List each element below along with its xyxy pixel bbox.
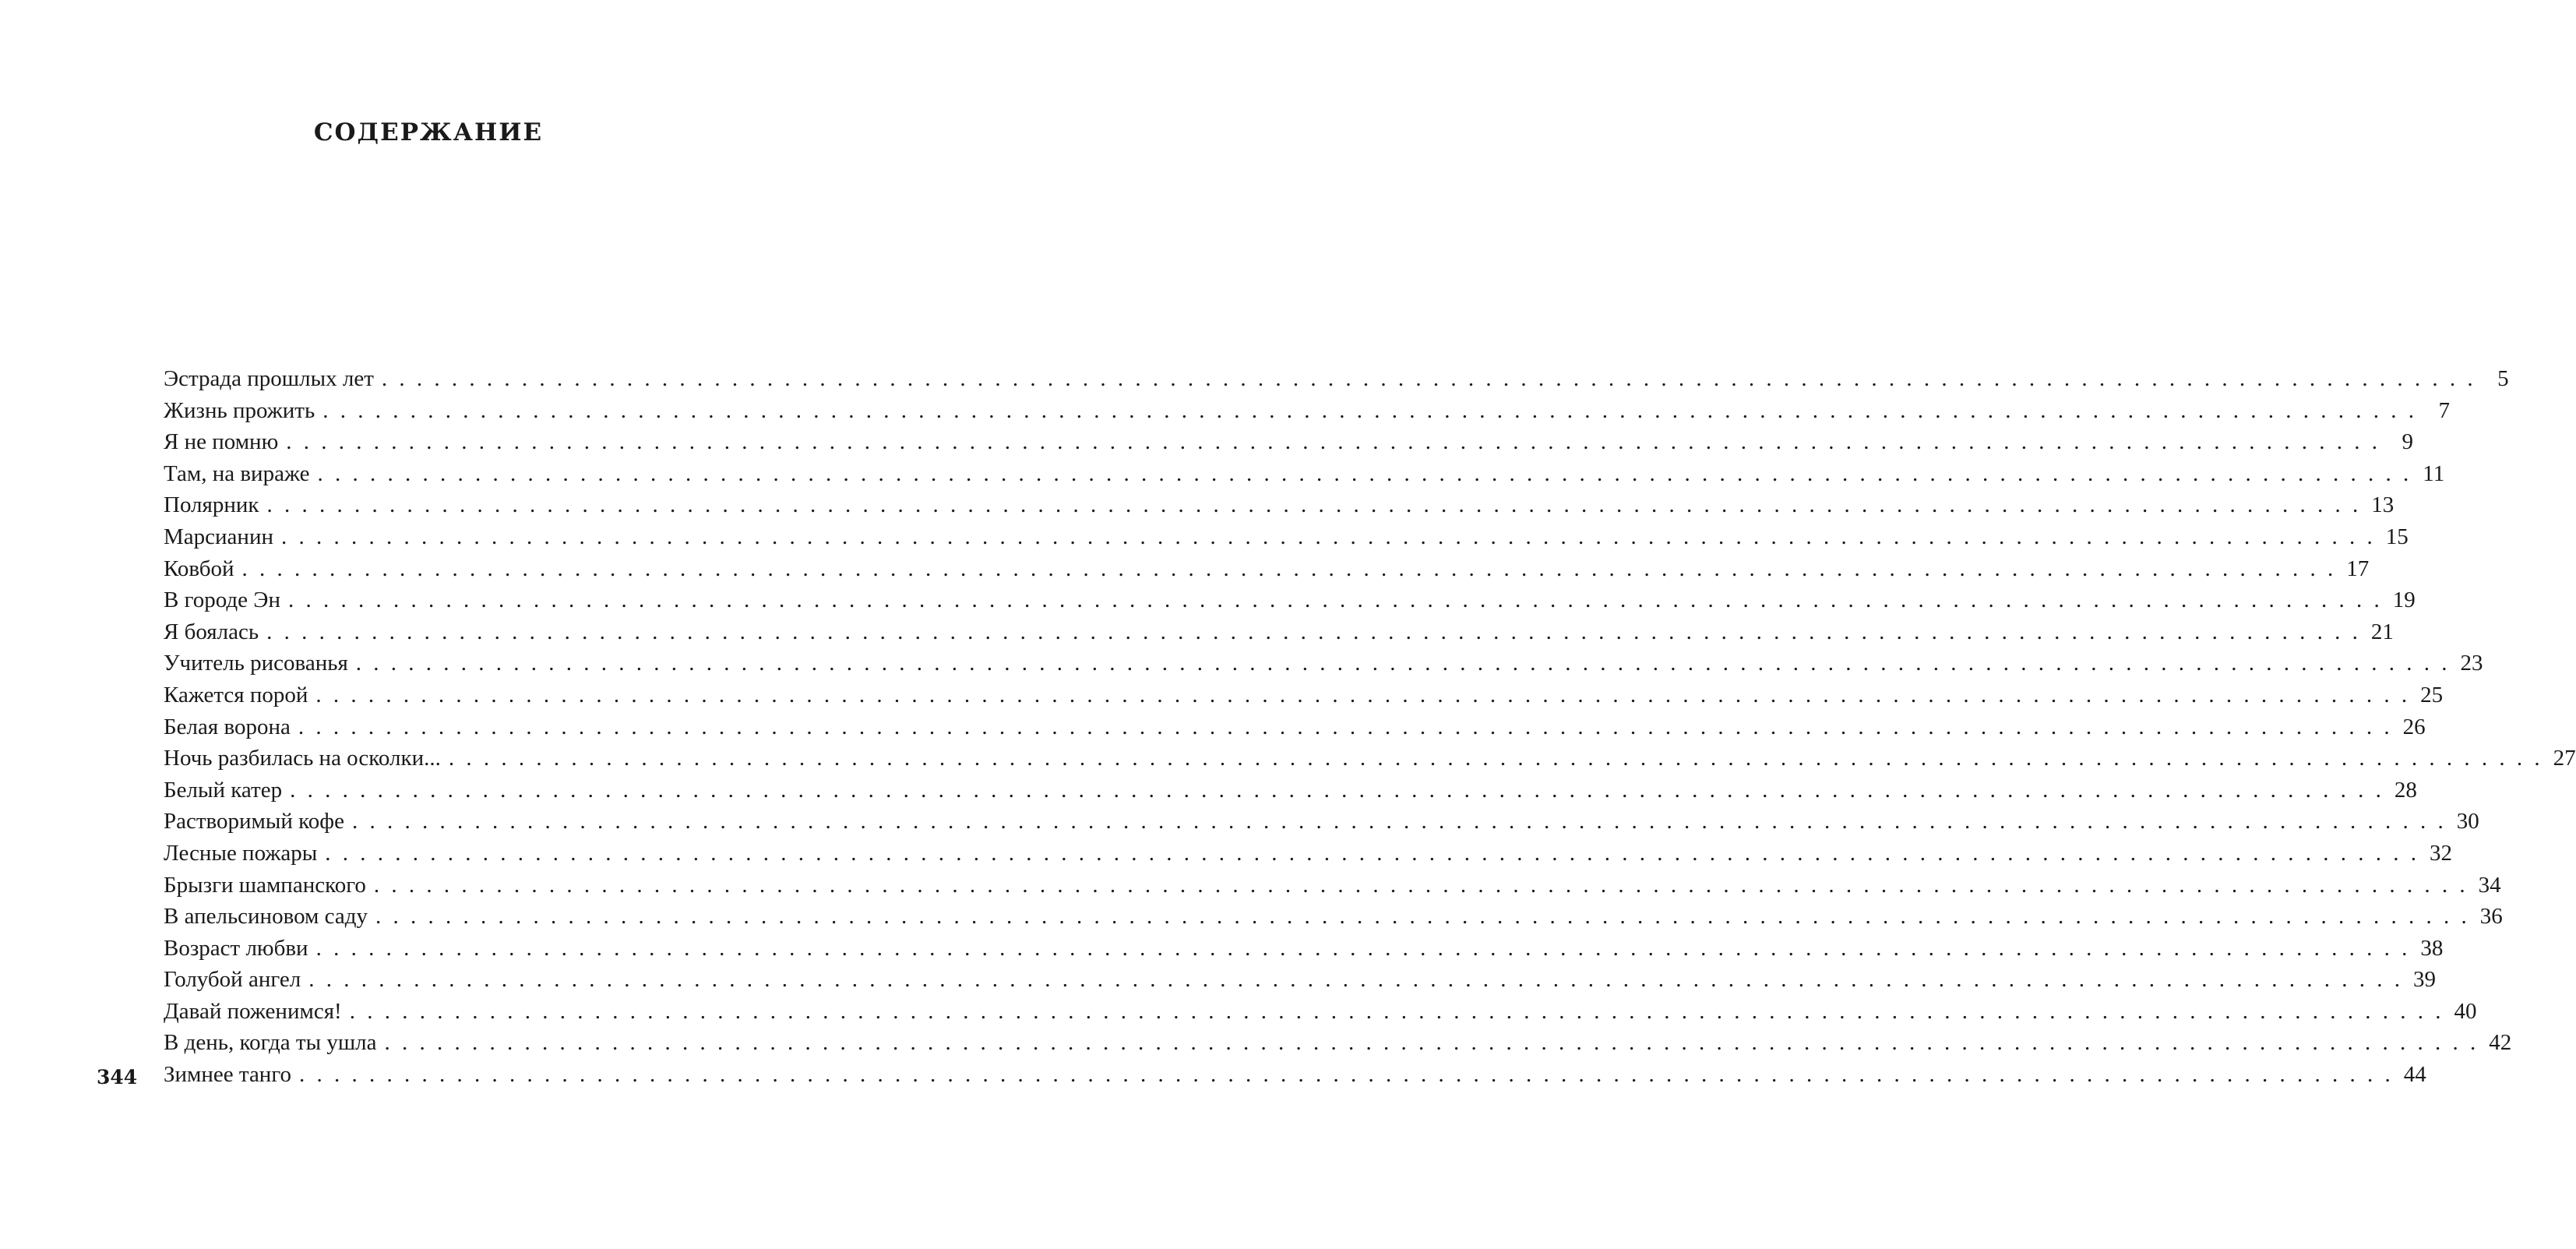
- toc-entry-title: Давай поженимся!: [164, 998, 342, 1024]
- dot-leader: . . . . . . . . . . . . . . . . . . . . . . . . . . . . . . . . . . . . . . . . . . . . . . . . . . . . . . . . . . . . . . . . . . . . . . . . . . . . . . . . . . . . . . . . . . . . . . . . . . . . . . . . . . . . . . . . . . . . . . . .: [325, 840, 2420, 866]
- toc-entry-page: 5: [2497, 366, 2509, 391]
- toc-entry-page: 25: [2420, 682, 2444, 707]
- toc-entry-title: Белая ворона: [164, 714, 291, 739]
- toc-entry: [164, 521, 2409, 553]
- dot-leader: . . . . . . . . . . . . . . . . . . . . . . . . . . . . . . . . . . . . . . . . . . . . . . . . . . . . . . . . . . . . . . . . . . . . . . . . . . . . . . . . . . . . . . . . . . . . . . . . . . . . . . . . . . . . . . . . . . . . . . . .: [266, 619, 2361, 644]
- dot-leader: . . . . . . . . . . . . . . . . . . . . . . . . . . . . . . . . . . . . . . . . . . . . . . . . . . . . . . . . . . . . . . . . . . . . . . . . . . . . . . . . . . . . . . . . . . . . . . . . . . . . . . . . . . . . . . . . . . . . . . . .: [373, 872, 2469, 898]
- toc-entry-page: 30: [2456, 809, 2479, 834]
- toc-entry-title: Лесные пожары: [164, 840, 318, 866]
- toc-entry: [164, 838, 2453, 870]
- toc-entry: [164, 553, 2370, 585]
- toc-entry-page: 27: [2553, 746, 2576, 771]
- toc-entry-page: 13: [2371, 492, 2395, 518]
- dot-leader: . . . . . . . . . . . . . . . . . . . . . . . . . . . . . . . . . . . . . . . . . . . . . . . . . . . . . . . . . . . . . . . . . . . . . . . . . . . . . . . . . . . . . . . . . . . . . . . . . . . . . . . . . . . . . . . . . . . . . . . .: [299, 1062, 2394, 1088]
- toc-entry: [164, 647, 2483, 679]
- toc-entry: [164, 1059, 2426, 1091]
- toc-entry: [164, 489, 2395, 521]
- toc-entry-page: 21: [2370, 619, 2394, 644]
- toc-entry-page: 28: [2394, 777, 2417, 803]
- toc-entry-page: 34: [2478, 872, 2501, 898]
- toc-entry: [164, 679, 2444, 711]
- toc-entry-page: 11: [2423, 460, 2445, 486]
- toc-entry: [164, 711, 2426, 743]
- toc-entry-page: 17: [2346, 556, 2370, 581]
- toc-entry: [164, 806, 2479, 838]
- toc-entry-title: Жизнь прожить: [164, 397, 315, 423]
- dot-leader: . . . . . . . . . . . . . . . . . . . . . . . . . . . . . . . . . . . . . . . . . . . . . . . . . . . . . . . . . . . . . . . . . . . . . . . . . . . . . . . . . . . . . . . . . . . . . . . . . . . . . . . . . . . . . . . . . . . . . . . .: [351, 809, 2447, 834]
- toc-entry-page: 32: [2430, 840, 2453, 866]
- toc-entry-title: Я боялась: [164, 619, 259, 644]
- toc-entry-title: Зимнее танго: [164, 1062, 292, 1088]
- toc-entry-page: 40: [2454, 998, 2477, 1024]
- dot-leader: . . . . . . . . . . . . . . . . . . . . . . . . . . . . . . . . . . . . . . . . . . . . . . . . . . . . . . . . . . . . . . . . . . . . . . . . . . . . . . . . . . . . . . . . . . . . . . . . . . . . . . . . . . . . . . . . . . . . . . . .: [308, 967, 2403, 993]
- dot-leader: . . . . . . . . . . . . . . . . . . . . . . . . . . . . . . . . . . . . . . . . . . . . . . . . . . . . . . . . . . . . . . . . . . . . . . . . . . . . . . . . . . . . . . . . . . . . . . . . . . . . . . . . . . . . . . . . . . . . . . . .: [315, 682, 2411, 707]
- page-title: СОДЕРЖАНИЕ: [313, 118, 544, 146]
- toc-entry: [164, 426, 2413, 458]
- dot-leader: . . . . . . . . . . . . . . . . . . . . . . . . . . . . . . . . . . . . . . . . . . . . . . . . . . . . . . . . . . . . . . . . . . . . . . . . . . . . . . . . . . . . . . . . . . . . . . . . . . . . . . . . . . . . . . . . . . . . . . . .: [290, 777, 2384, 803]
- toc-entry: [164, 933, 2444, 965]
- toc-entry-title: В день, когда ты ушла: [164, 1030, 377, 1056]
- table-of-contents: [164, 363, 2576, 1091]
- toc-entry: [164, 996, 2477, 1028]
- dot-leader: . . . . . . . . . . . . . . . . . . . . . . . . . . . . . . . . . . . . . . . . . . . . . . . . . . . . . . . . . . . . . . . . . . . . . . . . . . . . . . . . . . . . . . . . . . . . . . . . . . . . . . . . . . . . . . . . . . . . . . . .: [286, 429, 2380, 455]
- toc-entry: [164, 901, 2503, 933]
- toc-entry-page: 38: [2420, 935, 2444, 961]
- toc-entry: [164, 616, 2394, 648]
- toc-entry: [164, 458, 2445, 490]
- toc-entry: [164, 363, 2509, 395]
- toc-entry-title: Растворимый кофе: [164, 809, 344, 834]
- toc-entry-title: Учитель рисованья: [164, 651, 348, 676]
- toc-entry-title: Полярник: [164, 492, 259, 518]
- page-number: 344: [97, 1066, 138, 1088]
- toc-entry: [164, 774, 2417, 806]
- dot-leader: . . . . . . . . . . . . . . . . . . . . . . . . . . . . . . . . . . . . . . . . . . . . . . . . . . . . . . . . . . . . . . . . . . . . . . . . . . . . . . . . . . . . . . . . . . . . . . . . . . . . . . . . . . . . . . . . . . . . . . . .: [266, 492, 2362, 518]
- dot-leader: . . . . . . . . . . . . . . . . . . . . . . . . . . . . . . . . . . . . . . . . . . . . . . . . . . . . . . . . . . . . . . . . . . . . . . . . . . . . . . . . . . . . . . . . . . . . . . . . . . . . . . . . . . . . . . . . . . . . . . . .: [355, 651, 2451, 676]
- toc-entry-page: 15: [2385, 524, 2409, 549]
- toc-entry-page: 26: [2402, 714, 2426, 739]
- toc-entry-title: Голубой ангел: [164, 967, 301, 993]
- toc-entry-title: Марсианин: [164, 524, 273, 549]
- dot-leader: . . . . . . . . . . . . . . . . . . . . . . . . . . . . . . . . . . . . . . . . . . . . . . . . . . . . . . . . . . . . . . . . . . . . . . . . . . . . . . . . . . . . . . . . . . . . . . . . . . . . . . . . . . . . . . . . . . . . . . . .: [322, 397, 2417, 423]
- toc-entry-title: Кажется порой: [164, 682, 308, 707]
- toc-entry-page: 23: [2460, 651, 2483, 676]
- dot-leader: . . . . . . . . . . . . . . . . . . . . . . . . . . . . . . . . . . . . . . . . . . . . . . . . . . . . . . . . . . . . . . . . . . . . . . . . . . . . . . . . . . . . . . . . . . . . . . . . . . . . . . . . . . . . . . . . . . . . . . . .: [381, 366, 2476, 391]
- dot-leader: . . . . . . . . . . . . . . . . . . . . . . . . . . . . . . . . . . . . . . . . . . . . . . . . . . . . . . . . . . . . . . . . . . . . . . . . . . . . . . . . . . . . . . . . . . . . . . . . . . . . . . . . . . . . . . . . . . . . . . . .: [298, 714, 2393, 739]
- toc-entry: [164, 1027, 2512, 1059]
- dot-leader: . . . . . . . . . . . . . . . . . . . . . . . . . . . . . . . . . . . . . . . . . . . . . . . . . . . . . . . . . . . . . . . . . . . . . . . . . . . . . . . . . . . . . . . . . . . . . . . . . . . . . . . . . . . . . . . . . . . . . . . .: [375, 904, 2470, 930]
- toc-entry-title: Возраст любви: [164, 935, 308, 961]
- toc-entry-title: В апельсиновом саду: [164, 904, 368, 930]
- dot-leader: . . . . . . . . . . . . . . . . . . . . . . . . . . . . . . . . . . . . . . . . . . . . . . . . . . . . . . . . . . . . . . . . . . . . . . . . . . . . . . . . . . . . . . . . . . . . . . . . . . . . . . . . . . . . . . . . . . . . . . . .: [280, 524, 2376, 549]
- toc-entry-title: Эстрада прошлых лет: [164, 366, 374, 391]
- toc-entry-page: 39: [2412, 967, 2436, 993]
- toc-entry-page: 9: [2402, 429, 2413, 455]
- toc-entry-title: Брызги шампанского: [164, 872, 366, 898]
- toc-entry-page: 42: [2489, 1030, 2512, 1056]
- toc-entry-title: Ночь разбилась на осколки...: [164, 746, 441, 771]
- toc-entry-title: В городе Эн: [164, 587, 280, 613]
- toc-entry-page: 7: [2438, 397, 2450, 423]
- toc-entry-title: Я не помню: [164, 429, 279, 455]
- toc-entry-title: Белый катер: [164, 777, 283, 803]
- toc-entry-title: Ковбой: [164, 556, 234, 581]
- toc-entry: [164, 584, 2416, 616]
- toc-entry: [164, 964, 2436, 996]
- toc-entry: [164, 870, 2501, 901]
- dot-leader: . . . . . . . . . . . . . . . . . . . . . . . . . . . . . . . . . . . . . . . . . . . . . . . . . . . . . . . . . . . . . . . . . . . . . . . . . . . . . . . . . . . . . . . . . . . . . . . . . . . . . . . . . . . . . . . . . . . . . . . .: [241, 556, 2337, 581]
- dot-leader: . . . . . . . . . . . . . . . . . . . . . . . . . . . . . . . . . . . . . . . . . . . . . . . . . . . . . . . . . . . . . . . . . . . . . . . . . . . . . . . . . . . . . . . . . . . . . . . . . . . . . . . . . . . . . . . . . . . . . . . .: [317, 460, 2412, 486]
- dot-leader: . . . . . . . . . . . . . . . . . . . . . . . . . . . . . . . . . . . . . . . . . . . . . . . . . . . . . . . . . . . . . . . . . . . . . . . . . . . . . . . . . . . . . . . . . . . . . . . . . . . . . . . . . . . . . . . . . . . . . . . .: [349, 998, 2444, 1024]
- toc-entry-title: Там, на вираже: [164, 460, 310, 486]
- toc-entry: [164, 743, 2576, 774]
- toc-entry-page: 36: [2479, 904, 2503, 930]
- dot-leader: . . . . . . . . . . . . . . . . . . . . . . . . . . . . . . . . . . . . . . . . . . . . . . . . . . . . . . . . . . . . . . . . . . . . . . . . . . . . . . . . . . . . . . . . . . . . . . . . . . . . . . . . . . . . . . . . . . . . . . . .: [287, 587, 2383, 613]
- toc-entry-page: 19: [2392, 587, 2416, 613]
- dot-leader: . . . . . . . . . . . . . . . . . . . . . . . . . . . . . . . . . . . . . . . . . . . . . . . . . . . . . . . . . . . . . . . . . . . . . . . . . . . . . . . . . . . . . . . . . . . . . . . . . . . . . . . . . . . . . . . . . . . . . . . .: [384, 1030, 2479, 1056]
- dot-leader: . . . . . . . . . . . . . . . . . . . . . . . . . . . . . . . . . . . . . . . . . . . . . . . . . . . . . . . . . . . . . . . . . . . . . . . . . . . . . . . . . . . . . . . . . . . . . . . . . . . . . . . . . . . . . . . . . . . . . . . .: [448, 746, 2543, 771]
- toc-entry: [164, 395, 2450, 427]
- dot-leader: . . . . . . . . . . . . . . . . . . . . . . . . . . . . . . . . . . . . . . . . . . . . . . . . . . . . . . . . . . . . . . . . . . . . . . . . . . . . . . . . . . . . . . . . . . . . . . . . . . . . . . . . . . . . . . . . . . . . . . . .: [315, 935, 2411, 961]
- toc-entry-page: 44: [2403, 1062, 2426, 1088]
